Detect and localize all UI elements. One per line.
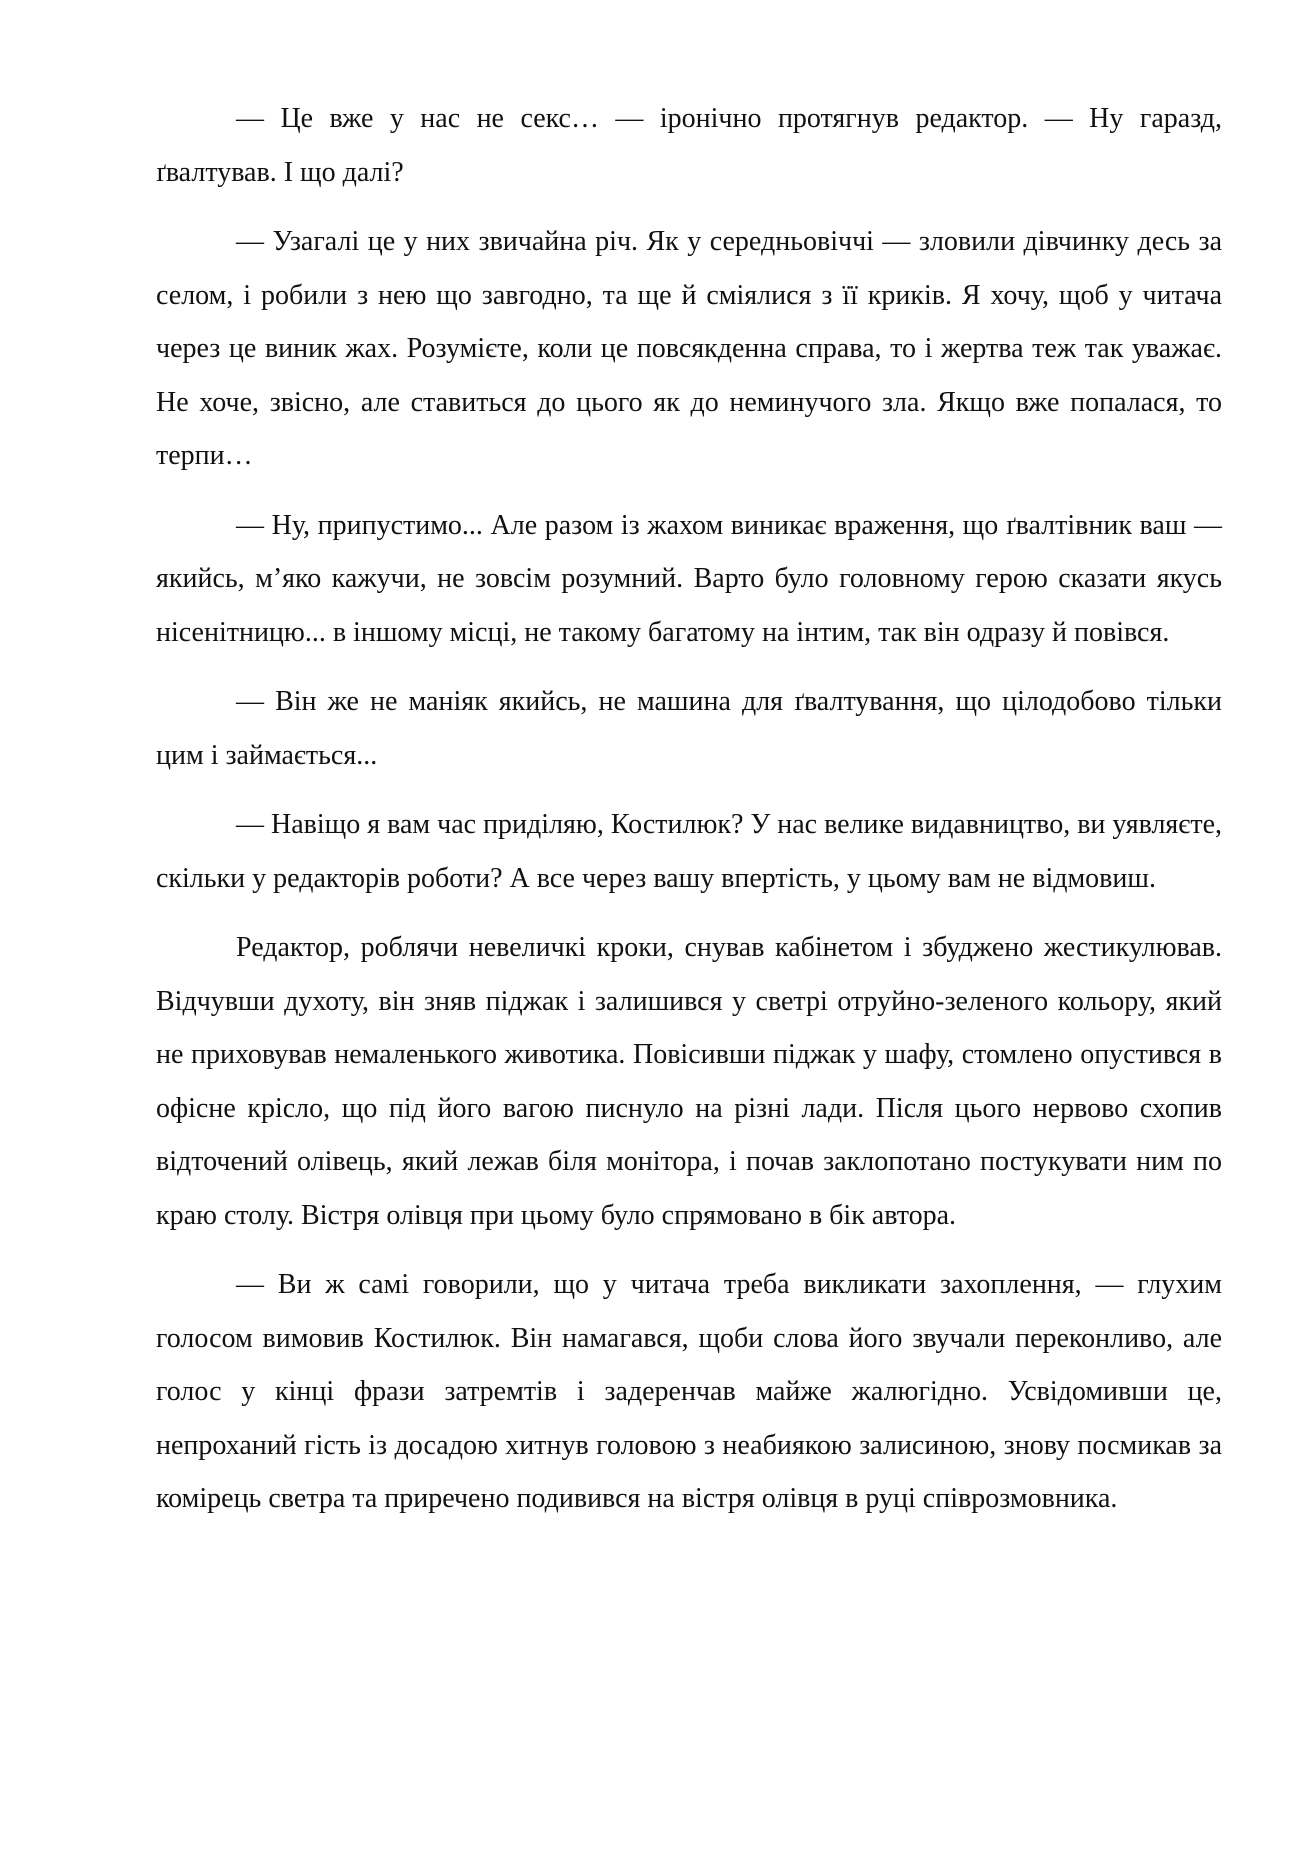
paragraph-1: — Це вже у нас не секс… — іронічно протягнув редактор. — Ну гаразд, ґвалтував. І що далі?	[156, 103, 1222, 188]
paragraph-5: — Навіщо я вам час приділяю, Костилюк? У нас велике видавництво, ви уявляєте, скільки у редакторів роботи? А все через вашу впертість, у цьому вам не відмовиш.	[156, 809, 1222, 894]
paragraph-4: — Він же не маніяк якийсь, не машина для ґвалтування, що цілодобово тільки цим і займається...	[156, 686, 1222, 771]
paragraph-3: — Ну, припустимо... Але разом із жахом виникає враження, що ґвалтівник ваш — якийсь, м’яко кажучи, не зовсім розумний. Варто було головному герою сказати якусь нісенітницю... в іншому місці, не такому багатому на інтим, так він одразу й повівся.	[156, 509, 1222, 648]
paragraph-2: — Узагалі це у них звичайна річ. Як у середньовіччі — зловили дівчинку десь за селом, і робили з нею що завгодно, та ще й сміялися з її криків. Я хочу, щоб у читача через це виник жах. Розумієте, коли це повсякденна справа, то і жертва теж так уважає. Не хоче, звісно, але ставиться до цього як до неминучого зла. Якщо вже попалася, то терпи…	[156, 226, 1222, 471]
paragraph-7: — Ви ж самі говорили, що у читача треба викликати захоплення, — глухим голосом вимовив Костилюк. Він намагався, щоби слова його звучали переконливо, але голос у кінці фрази затремтів і задеренчав майже жалюгідно. Усвідомивши це, непроханий гість із досадою хитнув головою з неабиякою залисиною, знову посмикав за комірець светра та приречено подивився на вістря олівця в руці співрозмовника.	[156, 1269, 1222, 1514]
paragraph-6: Редактор, роблячи невеличкі кроки, снував кабінетом і збуджено жестикулював. Відчувши духоту, він зняв піджак і залишився у светрі отруйно-зеленого кольору, який не приховував немаленького животика. Повісивши піджак у шафу, стомлено опустився в офісне крісло, що під його вагою писнуло на різні лади. Після цього нервово схопив відточений олівець, який лежав біля монітора, і почав заклопотано постукувати ним по краю столу. Вістря олівця при цьому було спрямовано в бік автора.	[156, 932, 1222, 1231]
page-body	[156, 92, 1222, 1542]
